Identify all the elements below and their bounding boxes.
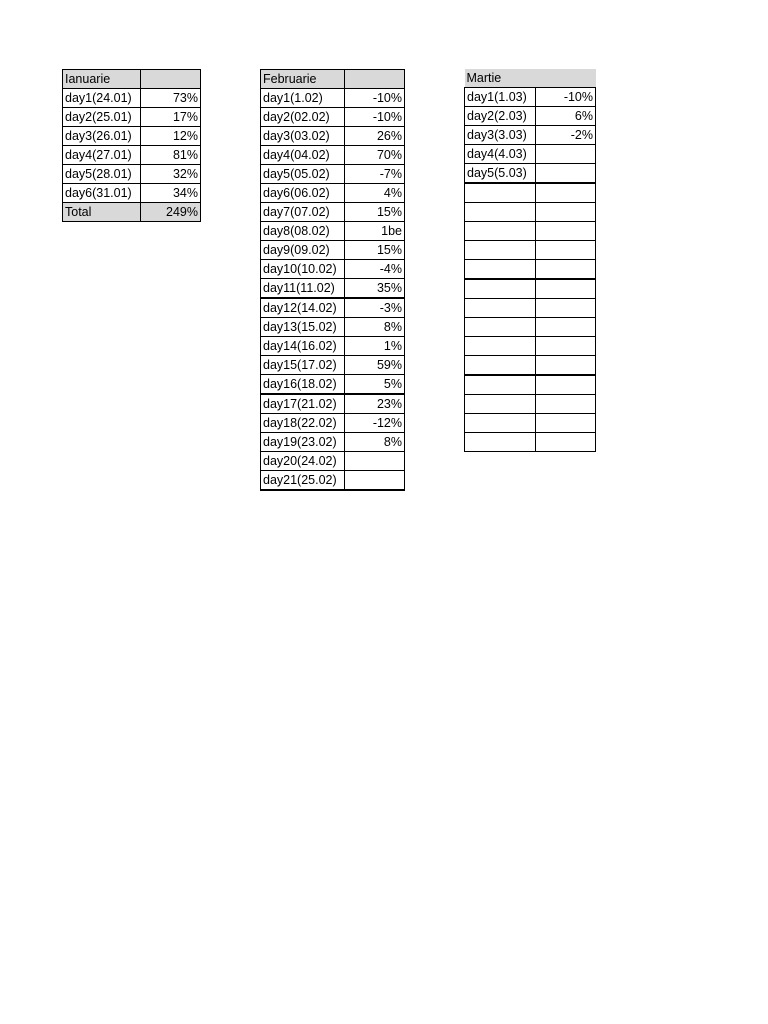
percent-cell[interactable]: 17% bbox=[141, 108, 201, 127]
day-label-cell[interactable]: day4(4.03) bbox=[465, 145, 536, 164]
empty-cell[interactable] bbox=[536, 299, 596, 318]
day-label-cell[interactable]: day9(09.02) bbox=[261, 241, 345, 260]
percent-cell[interactable]: 12% bbox=[141, 127, 201, 146]
day-label-cell[interactable]: day6(31.01) bbox=[63, 184, 141, 203]
day-label-cell[interactable]: day6(06.02) bbox=[261, 184, 345, 203]
total-label-cell[interactable]: Total bbox=[63, 203, 141, 222]
empty-cell[interactable] bbox=[465, 241, 536, 260]
table-martie bbox=[464, 69, 596, 452]
day-label-cell[interactable]: day20(24.02) bbox=[261, 452, 345, 471]
percent-cell[interactable]: -3% bbox=[345, 298, 405, 318]
day-label-cell[interactable]: day10(10.02) bbox=[261, 260, 345, 279]
percent-cell[interactable]: 73% bbox=[141, 89, 201, 108]
empty-row bbox=[465, 433, 596, 452]
empty-cell[interactable] bbox=[536, 260, 596, 280]
empty-row bbox=[465, 356, 596, 376]
table-header-row bbox=[465, 69, 596, 88]
table-row bbox=[261, 394, 405, 414]
percent-cell[interactable]: -12% bbox=[345, 414, 405, 433]
table-row bbox=[465, 107, 596, 126]
table-row bbox=[465, 126, 596, 145]
percent-cell[interactable] bbox=[345, 452, 405, 471]
day-label-cell[interactable]: day19(23.02) bbox=[261, 433, 345, 452]
table-row bbox=[261, 222, 405, 241]
day-label-cell[interactable]: day2(25.01) bbox=[63, 108, 141, 127]
percent-cell[interactable]: -7% bbox=[345, 165, 405, 184]
percent-cell[interactable]: 8% bbox=[345, 318, 405, 337]
empty-row bbox=[465, 222, 596, 241]
table-februarie bbox=[260, 69, 405, 491]
day-label-cell[interactable]: day17(21.02) bbox=[261, 394, 345, 414]
empty-cell[interactable] bbox=[465, 299, 536, 318]
day-label-cell[interactable]: day15(17.02) bbox=[261, 356, 345, 375]
day-label-cell[interactable]: day3(03.02) bbox=[261, 127, 345, 146]
empty-cell[interactable] bbox=[465, 414, 536, 433]
table-row bbox=[261, 356, 405, 375]
empty-cell[interactable] bbox=[465, 318, 536, 337]
header-empty-cell[interactable] bbox=[536, 69, 596, 88]
table-header-row bbox=[63, 70, 201, 89]
percent-cell[interactable]: 6% bbox=[536, 107, 596, 126]
table-row bbox=[63, 127, 201, 146]
table-row bbox=[261, 433, 405, 452]
day-label-cell[interactable]: day3(3.03) bbox=[465, 126, 536, 145]
table-row bbox=[261, 471, 405, 491]
empty-cell[interactable] bbox=[536, 337, 596, 356]
percent-cell[interactable]: 15% bbox=[345, 203, 405, 222]
percent-cell[interactable]: 81% bbox=[141, 146, 201, 165]
day-label-cell[interactable]: day2(2.03) bbox=[465, 107, 536, 126]
table-row bbox=[261, 337, 405, 356]
day-label-cell[interactable]: day3(26.01) bbox=[63, 127, 141, 146]
empty-cell[interactable] bbox=[536, 356, 596, 376]
empty-cell[interactable] bbox=[536, 375, 596, 395]
header-empty-cell[interactable] bbox=[345, 70, 405, 89]
percent-cell[interactable]: -10% bbox=[345, 89, 405, 108]
empty-cell[interactable] bbox=[465, 337, 536, 356]
empty-cell[interactable] bbox=[536, 222, 596, 241]
percent-cell[interactable]: 32% bbox=[141, 165, 201, 184]
day-label-cell[interactable]: day1(24.01) bbox=[63, 89, 141, 108]
table-ianuarie bbox=[62, 69, 201, 222]
empty-row bbox=[465, 183, 596, 203]
percent-cell[interactable]: -2% bbox=[536, 126, 596, 145]
empty-cell[interactable] bbox=[536, 241, 596, 260]
day-label-cell[interactable]: day1(1.02) bbox=[261, 89, 345, 108]
empty-cell[interactable] bbox=[465, 203, 536, 222]
day-label-cell[interactable]: day8(08.02) bbox=[261, 222, 345, 241]
percent-cell[interactable]: 5% bbox=[345, 375, 405, 395]
day-label-cell[interactable]: day2(02.02) bbox=[261, 108, 345, 127]
empty-row bbox=[465, 337, 596, 356]
empty-row bbox=[465, 279, 596, 299]
empty-cell[interactable] bbox=[536, 183, 596, 203]
empty-cell[interactable] bbox=[465, 260, 536, 280]
day-label-cell[interactable]: day18(22.02) bbox=[261, 414, 345, 433]
empty-row bbox=[465, 375, 596, 395]
empty-row bbox=[465, 203, 596, 222]
day-label-cell[interactable]: day16(18.02) bbox=[261, 375, 345, 395]
day-label-cell[interactable]: day21(25.02) bbox=[261, 471, 345, 491]
table-row bbox=[261, 318, 405, 337]
day-label-cell[interactable]: day5(5.03) bbox=[465, 164, 536, 184]
table-row bbox=[261, 260, 405, 279]
total-value-cell[interactable]: 249% bbox=[141, 203, 201, 222]
table-row bbox=[261, 184, 405, 203]
table-row bbox=[63, 89, 201, 108]
empty-cell[interactable] bbox=[465, 356, 536, 376]
day-label-cell[interactable]: day12(14.02) bbox=[261, 298, 345, 318]
table-row bbox=[465, 145, 596, 164]
table-row bbox=[261, 127, 405, 146]
percent-cell[interactable] bbox=[536, 164, 596, 184]
percent-cell[interactable]: 15% bbox=[345, 241, 405, 260]
empty-row bbox=[465, 241, 596, 260]
percent-cell[interactable]: 23% bbox=[345, 394, 405, 414]
empty-cell[interactable] bbox=[536, 279, 596, 299]
day-label-cell[interactable]: day5(05.02) bbox=[261, 165, 345, 184]
day-label-cell[interactable]: day5(28.01) bbox=[63, 165, 141, 184]
table-row bbox=[261, 279, 405, 299]
day-label-cell[interactable]: day7(07.02) bbox=[261, 203, 345, 222]
empty-cell[interactable] bbox=[465, 279, 536, 299]
table-row bbox=[261, 203, 405, 222]
table-row bbox=[261, 414, 405, 433]
day-label-cell[interactable]: day4(04.02) bbox=[261, 146, 345, 165]
month-title[interactable]: Ianuarie bbox=[63, 70, 141, 89]
empty-row bbox=[465, 395, 596, 414]
empty-row bbox=[465, 414, 596, 433]
day-label-cell[interactable]: day1(1.03) bbox=[465, 88, 536, 107]
month-title[interactable]: Februarie bbox=[261, 70, 345, 89]
percent-cell[interactable]: 26% bbox=[345, 127, 405, 146]
table-row bbox=[261, 165, 405, 184]
empty-cell[interactable] bbox=[536, 318, 596, 337]
table-row bbox=[261, 89, 405, 108]
table-row bbox=[63, 146, 201, 165]
day-label-cell[interactable]: day14(16.02) bbox=[261, 337, 345, 356]
empty-cell[interactable] bbox=[465, 222, 536, 241]
table-row bbox=[261, 452, 405, 471]
percent-cell[interactable] bbox=[345, 471, 405, 491]
percent-cell[interactable]: 34% bbox=[141, 184, 201, 203]
percent-cell[interactable]: 8% bbox=[345, 433, 405, 452]
table-row bbox=[261, 241, 405, 260]
percent-cell[interactable]: -4% bbox=[345, 260, 405, 279]
empty-cell[interactable] bbox=[465, 375, 536, 395]
table-row bbox=[465, 164, 596, 184]
day-label-cell[interactable]: day11(11.02) bbox=[261, 279, 345, 299]
percent-cell[interactable]: 59% bbox=[345, 356, 405, 375]
percent-cell[interactable]: 1% bbox=[345, 337, 405, 356]
header-empty-cell[interactable] bbox=[141, 70, 201, 89]
percent-cell[interactable]: 70% bbox=[345, 146, 405, 165]
table-row bbox=[63, 184, 201, 203]
table-header-row bbox=[261, 70, 405, 89]
table-row bbox=[261, 298, 405, 318]
empty-cell[interactable] bbox=[536, 414, 596, 433]
day-label-cell[interactable]: day4(27.01) bbox=[63, 146, 141, 165]
empty-cell[interactable] bbox=[465, 183, 536, 203]
day-label-cell[interactable]: day13(15.02) bbox=[261, 318, 345, 337]
percent-cell[interactable]: 4% bbox=[345, 184, 405, 203]
empty-row bbox=[465, 299, 596, 318]
table-row bbox=[63, 165, 201, 184]
percent-cell[interactable]: -10% bbox=[536, 88, 596, 107]
table-row bbox=[261, 146, 405, 165]
empty-cell[interactable] bbox=[536, 203, 596, 222]
empty-row bbox=[465, 260, 596, 280]
table-row bbox=[63, 108, 201, 127]
empty-cell[interactable] bbox=[536, 395, 596, 414]
percent-cell[interactable]: 1be bbox=[345, 222, 405, 241]
table-row bbox=[465, 88, 596, 107]
empty-cell[interactable] bbox=[465, 395, 536, 414]
percent-cell[interactable] bbox=[536, 145, 596, 164]
total-row bbox=[63, 203, 201, 222]
table-row bbox=[261, 108, 405, 127]
percent-cell[interactable]: 35% bbox=[345, 279, 405, 299]
empty-cell[interactable] bbox=[536, 433, 596, 452]
month-title[interactable]: Martie bbox=[465, 69, 536, 88]
table-row bbox=[261, 375, 405, 395]
percent-cell[interactable]: -10% bbox=[345, 108, 405, 127]
empty-row bbox=[465, 318, 596, 337]
empty-cell[interactable] bbox=[465, 433, 536, 452]
